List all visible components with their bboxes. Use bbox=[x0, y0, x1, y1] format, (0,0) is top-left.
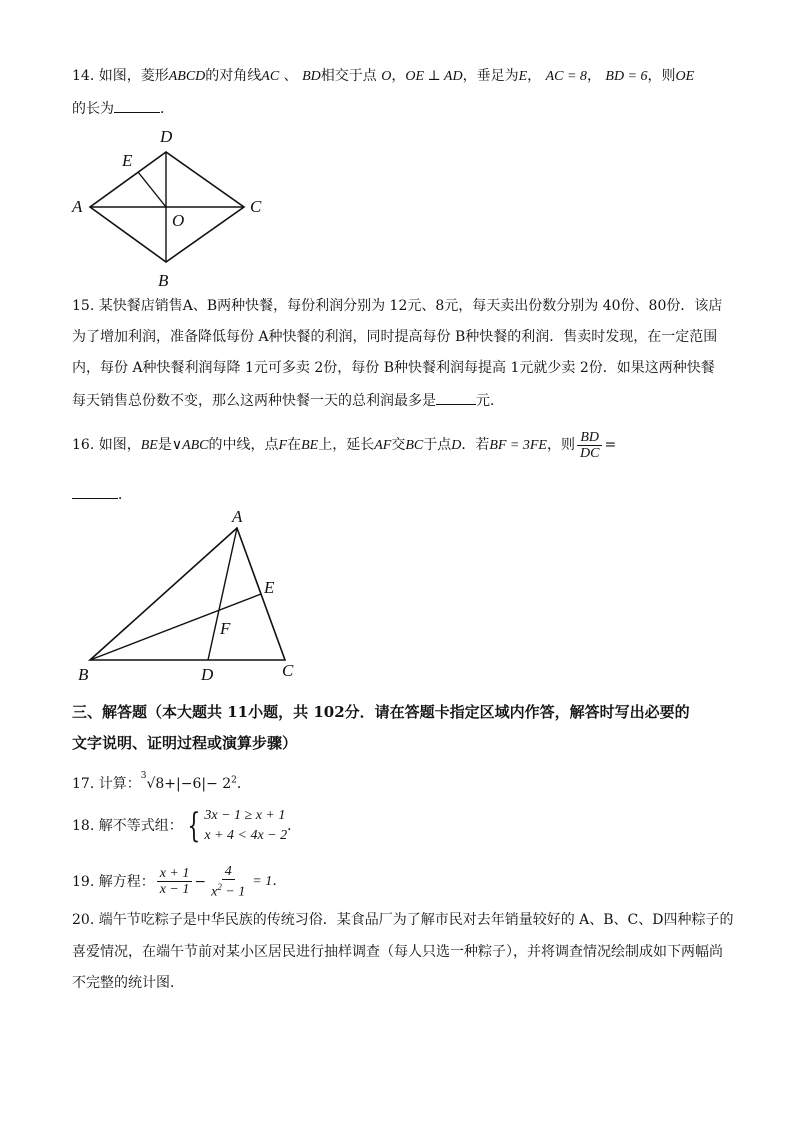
q15-line1: 15. 某快餐店销售A、B两种快餐，每份利润分别为 12元、8元，每天卖出份数分别为 40份、80份．该店 bbox=[72, 298, 723, 314]
inequality-system: { 3x − 1 ≥ x + 1 x + 4 < 4x − 2 bbox=[187, 806, 288, 846]
fraction-1: $\frac{x + 1}{x - 1}$ bbox=[157, 866, 193, 897]
q15-line3: 内，每份 A种快餐利润每降 1元可多卖 2份，每份 B种快餐利润每提高 1元就少卖 2份．如果这两种快餐 bbox=[72, 360, 715, 376]
label-b: B bbox=[158, 271, 169, 290]
answer-blank bbox=[436, 390, 476, 405]
q20-line2: 喜爱情况，在端午节前对某小区居民进行抽样调查（每人只选一种粽子），并将调查情况绘制成如下两幅尚 bbox=[72, 944, 723, 960]
label-a: A bbox=[232, 508, 243, 526]
q20-line3: 不完整的统计图． bbox=[72, 975, 184, 991]
label-c: C bbox=[250, 197, 262, 216]
label-e: E bbox=[264, 578, 275, 597]
fraction-2: $\frac{4}{x^2 - 1}$ bbox=[211, 864, 246, 900]
q14-number: 14. bbox=[72, 68, 95, 84]
label-f: F bbox=[220, 619, 231, 638]
q17-line: 17. 计算：$^3√8+|-6|- 2^2$． bbox=[72, 771, 251, 792]
triangle-figure bbox=[70, 508, 310, 688]
q16-line1: 16. 如图，BE是∨ABC的中线，点F在BE上，延长AF交BC于点D．若BF = 3FE，则 $\frac{BD}{DC}$ = bbox=[72, 429, 617, 461]
q15-line2: 为了增加利润，准备降低每份 A种快餐的利润，同时提高每份 B种快餐的利润．售卖时发现，在一定范围 bbox=[72, 329, 718, 345]
cube-root: √8 bbox=[146, 776, 165, 792]
ratio-fraction: $\frac{BD}{DC}$ bbox=[577, 430, 602, 461]
section3-heading-line2: 文字说明、证明过程或演算步骤） bbox=[72, 734, 298, 752]
label-b: B bbox=[78, 665, 89, 684]
median-be bbox=[90, 594, 261, 660]
section3-heading-line1: 三、解答题（本大题共 11小题，共 102分．请在答题卡指定区域内作答，解答时写出必要的 bbox=[72, 703, 690, 721]
segment-oe bbox=[138, 172, 166, 207]
label-d: D bbox=[201, 665, 214, 684]
label-a: A bbox=[72, 197, 83, 216]
label-d: D bbox=[160, 127, 173, 146]
q20-line1: 20. 端午节吃粽子是中华民族的传统习俗．某食品厂为了解市民对去年销量较好的 A、B、C、D四种粽子的 bbox=[72, 912, 734, 928]
label-o: O bbox=[172, 211, 185, 230]
label-e: E bbox=[122, 151, 133, 170]
q15-line4: 每天销售总份数不变，那么这两种快餐一天的总利润最多是 元． bbox=[72, 390, 504, 411]
rhombus-figure bbox=[60, 122, 290, 290]
q14-line2: 的长为 ． bbox=[72, 98, 174, 119]
triangle-abc bbox=[90, 528, 285, 660]
q18-line: 18. 解不等式组： { 3x − 1 ≥ x + 1 x + 4 < 4x − 2 ． bbox=[72, 806, 302, 846]
label-c: C bbox=[282, 661, 294, 680]
q14-line1: 14. 如图，菱形ABCD的对角线AC 、 BD相交于点 O，OE ⊥ AD，垂足为E， AC = 8， BD = 6，则OE bbox=[72, 68, 695, 84]
answer-blank bbox=[72, 484, 118, 499]
segment-ad bbox=[208, 528, 237, 660]
answer-blank bbox=[114, 98, 160, 113]
q19-line: 19. 解方程： $\frac{x + 1}{x - 1}$ − $\frac{4}{x^2 - 1}$ = 1． bbox=[72, 864, 287, 900]
q16-line2: ． bbox=[72, 484, 132, 505]
